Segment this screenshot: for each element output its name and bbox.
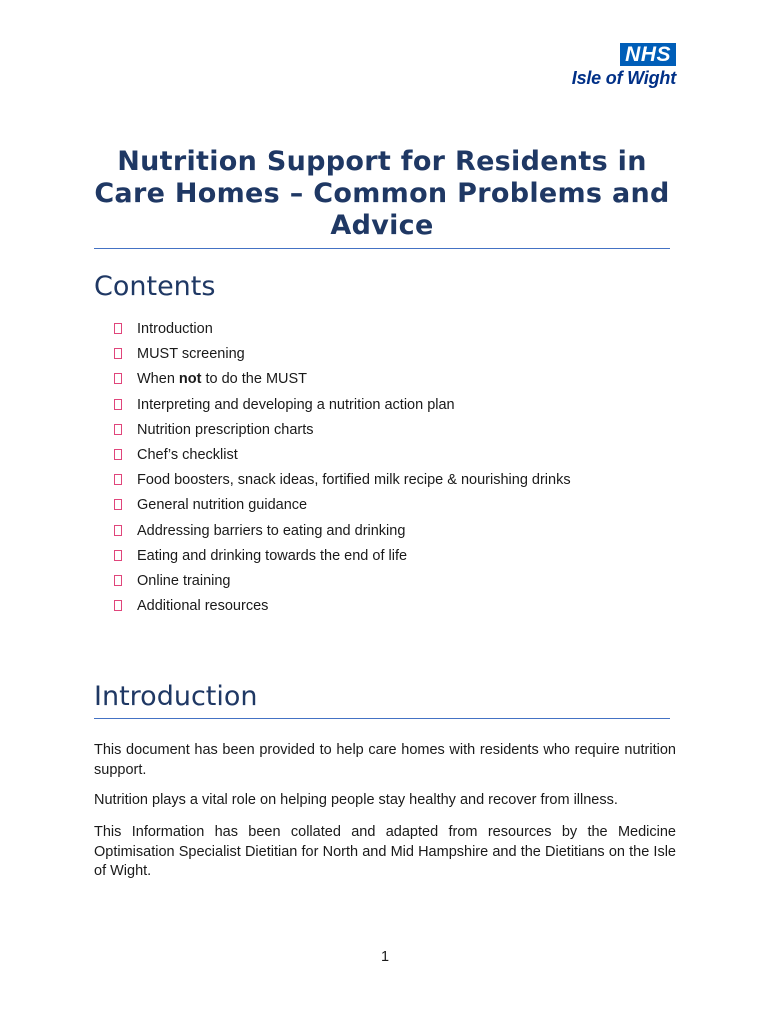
bullet-icon (114, 323, 122, 334)
contents-item: Chef’s checklist (114, 443, 571, 468)
contents-list (114, 317, 571, 619)
intro-paragraph: Nutrition plays a vital role on helping people stay healthy and recover from illness. (94, 792, 618, 808)
document-title: Nutrition Support for Residents in Care Homes – Common Problems and Advice (94, 146, 670, 241)
bullet-icon (114, 600, 122, 611)
contents-item: Interpreting and developing a nutrition action plan (114, 393, 571, 418)
contents-item: Nutrition prescription charts (114, 418, 571, 443)
bullet-icon (114, 373, 122, 384)
contents-item: Addressing barriers to eating and drinking (114, 519, 571, 544)
bullet-icon (114, 449, 122, 460)
bullet-icon (114, 348, 122, 359)
contents-item: MUST screening (114, 342, 571, 367)
contents-item: Food boosters, snack ideas, fortified milk recipe & nourishing drinks (114, 468, 571, 493)
nhs-badge: NHS (620, 43, 676, 66)
bullet-icon (114, 424, 122, 435)
bullet-icon (114, 399, 122, 410)
introduction-heading: Introduction (94, 681, 258, 712)
contents-item: Online training (114, 569, 571, 594)
contents-item: Eating and drinking towards the end of life (114, 544, 571, 569)
contents-item: Additional resources (114, 594, 571, 619)
introduction-divider (94, 718, 670, 719)
bullet-icon (114, 550, 122, 561)
contents-item: General nutrition guidance (114, 493, 571, 518)
contents-item: When not to do the MUST (114, 367, 571, 392)
title-divider (94, 248, 670, 249)
contents-item: Introduction (114, 317, 571, 342)
page-number: 1 (380, 949, 390, 965)
contents-heading: Contents (94, 271, 216, 302)
bullet-icon (114, 499, 122, 510)
bullet-icon (114, 575, 122, 586)
intro-paragraph: This Information has been collated and adapted from resources by the Medicine Optimisation Specialist Dietitian for North and Mid Hampshire and the Dietitians on the Isle of Wight. (94, 824, 676, 879)
nhs-logo (572, 43, 676, 89)
bullet-icon (114, 474, 122, 485)
bullet-icon (114, 525, 122, 536)
intro-paragraph: This document has been provided to help care homes with residents who require nutrition support. (94, 742, 676, 778)
organisation-name: Isle of Wight (571, 68, 676, 88)
